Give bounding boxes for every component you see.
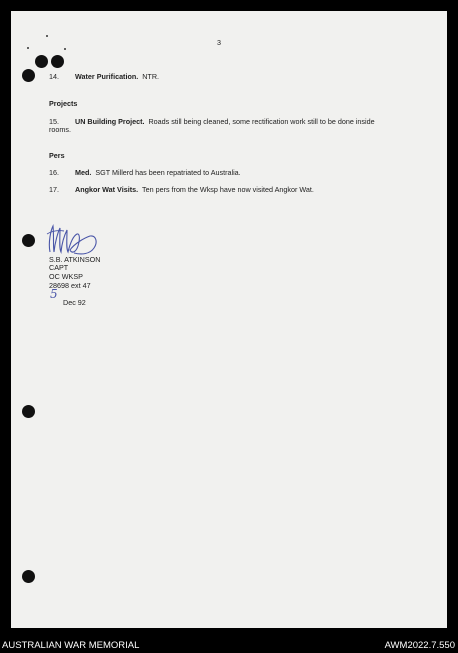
paper-speck — [27, 47, 29, 49]
punch-hole — [22, 234, 35, 247]
section-heading-projects: Projects — [49, 99, 78, 108]
item-entry — [75, 185, 314, 194]
item-entry — [75, 168, 241, 177]
signature-date: Dec 92 — [63, 298, 86, 307]
item-title: Angkor Wat Visits. — [75, 185, 139, 194]
item-number: 17. — [49, 185, 59, 194]
signatory-name: S.B. ATKINSON — [49, 255, 101, 264]
item-text: NTR. — [142, 72, 160, 81]
signatory-appointment: OC WKSP — [49, 272, 83, 281]
item-text: SGT Millerd has been repatriated to Australia. — [95, 168, 241, 177]
footer-accession-number: AWM2022.7.550 — [384, 640, 455, 651]
punch-hole — [22, 405, 35, 418]
punch-hole — [35, 55, 48, 68]
handwritten-signature — [44, 222, 100, 258]
paper-speck — [64, 48, 66, 50]
item-number: 16. — [49, 168, 59, 177]
signatory-phone: 28698 ext 47 — [49, 281, 91, 290]
item-number: 15. — [49, 117, 59, 126]
item-text: Roads still being cleaned, some rectification work still to be done inside — [148, 117, 375, 126]
item-entry — [75, 117, 375, 126]
item-text: Ten pers from the Wksp have now visited Angkor Wat. — [141, 185, 314, 194]
punch-hole — [22, 69, 35, 82]
handwritten-date-day: 5 — [50, 287, 58, 301]
item-entry — [75, 72, 159, 81]
section-heading-pers: Pers — [49, 151, 65, 160]
page-number: 3 — [217, 38, 221, 47]
item-title: Water Purification. — [75, 72, 139, 81]
item-title: Med. — [75, 168, 92, 177]
item-title: UN Building Project. — [75, 117, 145, 126]
punch-hole — [22, 570, 35, 583]
footer-institution: AUSTRALIAN WAR MEMORIAL — [2, 640, 140, 651]
punch-hole — [51, 55, 64, 68]
paper-speck — [46, 35, 48, 37]
item-number: 14. — [49, 72, 59, 81]
item-text-continued: rooms. — [49, 125, 71, 134]
signatory-rank: CAPT — [49, 263, 69, 272]
